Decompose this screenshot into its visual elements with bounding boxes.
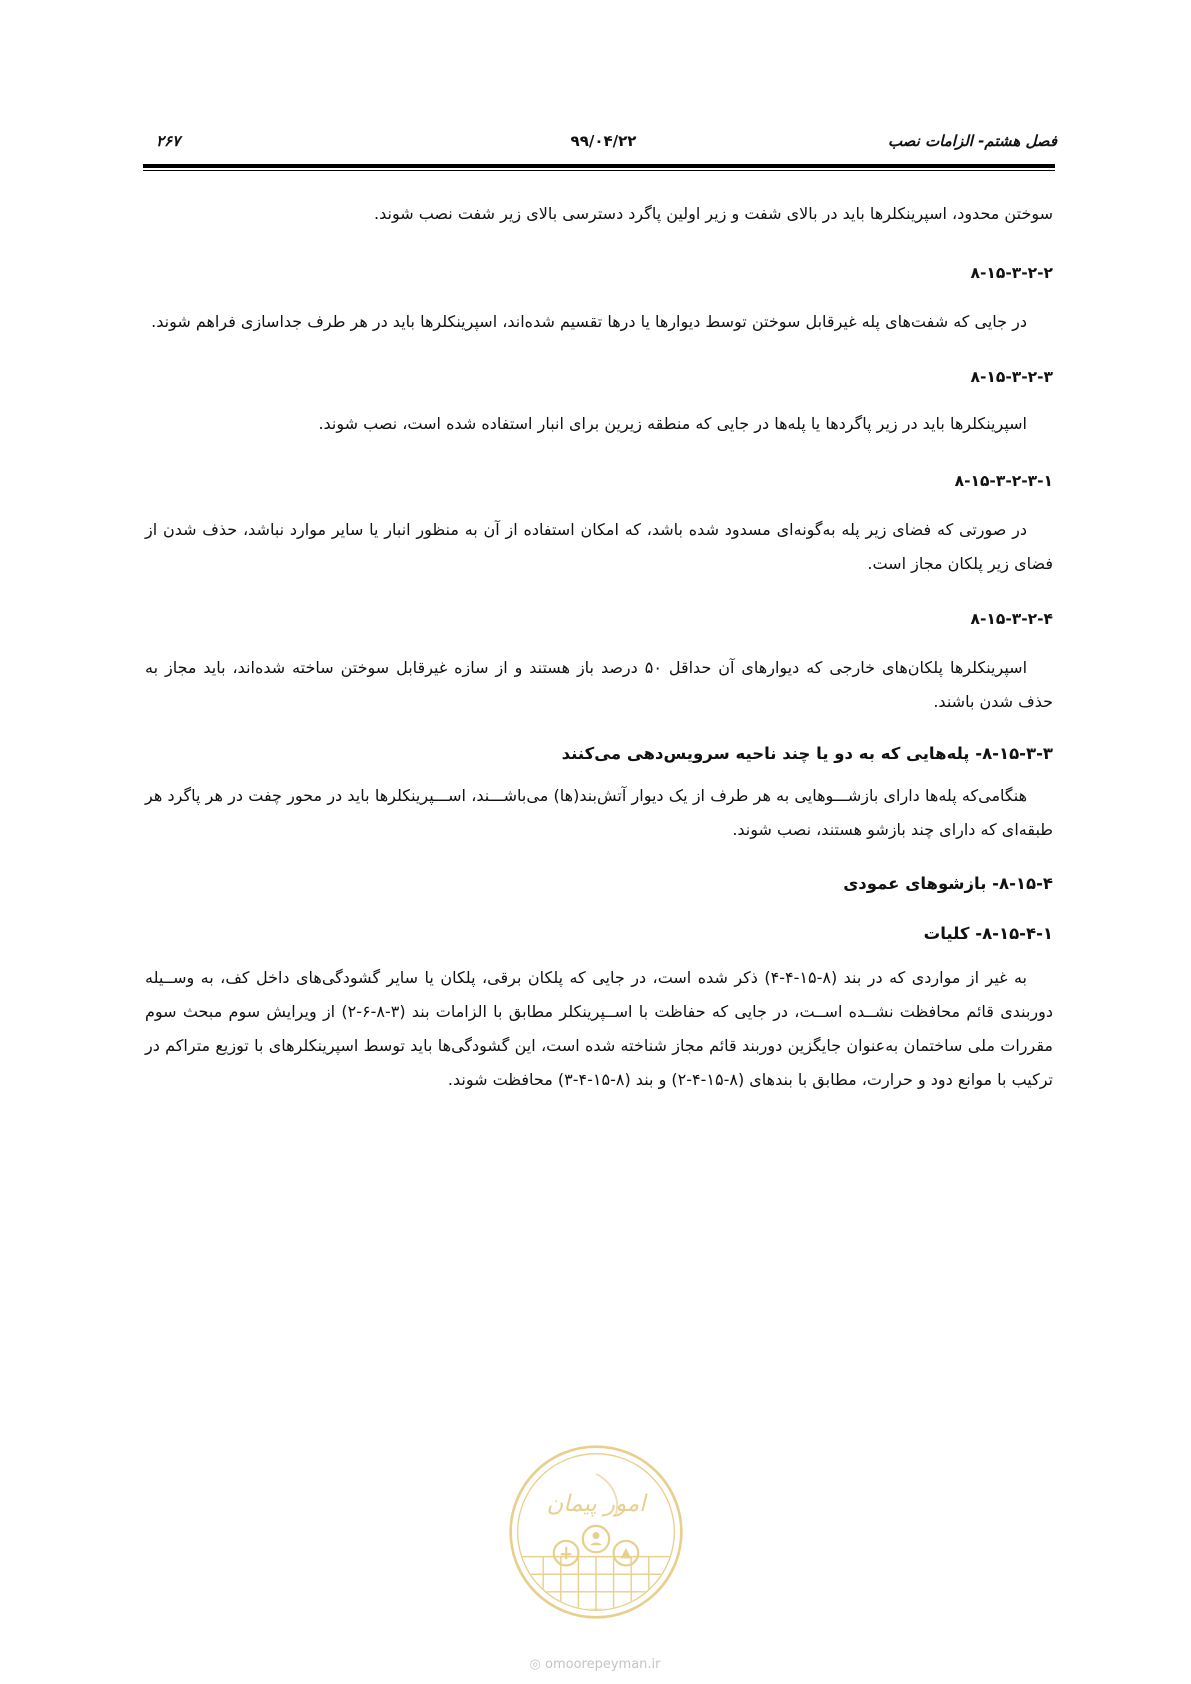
header-rule-thin bbox=[143, 170, 1055, 171]
logo-lettering: امور پیمان bbox=[546, 1490, 646, 1517]
clause-number: ۸-۱۵-۳-۲-۴ bbox=[970, 610, 1053, 628]
paragraph: اسپرینکلرها پلکان‌های خارجی که دیوارهای آن حداقل ۵۰ درصد باز هستند و از سازه غیرقابل سوختن ساخته شده‌اند، باید مجاز به حذف شدن باشند. bbox=[145, 658, 1053, 711]
document-body bbox=[145, 197, 1053, 1097]
paragraph: به غیر از مواردی که در بند (۸-۱۵-۴-۴) ذکر شده است، در جایی که پلکان برقی، پلکان یا سایر گشودگی‌های داخل کف، به وســیله دوربندی قائم محافظت نشــده اســت، در جایی که حفاظت با اســپرینکلر مطابق با الزامات بند (۳-۸-۶-۲) از ویرایش سوم مبحث سوم مقررات ملی ساختمان به‌عنوان جایگزین دوربند قائم مجاز شناخته شده است، این گشودگی‌ها باید توسط اسپرینکلرهای با توزیع متراکم در ترکیب با موانع دود و حرارت، مطابق با بندهای (۸-۱۵-۴-۲) و بند (۸-۱۵-۴-۳) محافظت شوند. bbox=[145, 968, 1053, 1089]
chapter-title: فصل هشتم- الزامات نصب bbox=[887, 132, 1057, 150]
clause-number: ۸-۱۵-۳-۲-۲ bbox=[970, 264, 1053, 282]
paragraph: هنگامی‌که پله‌ها دارای بازشـــوهایی به هر طرف از یک دیوار آتش‌بند(ها) می‌باشـــند، اســـپرینکلرها باید در محور چفت در هر پاگرد هر طبقه‌ای که دارای چند بازشو هستند، نصب شوند. bbox=[145, 786, 1053, 839]
section-heading: ۸-۱۵-۳-۳- پله‌هایی که به دو یا چند ناحیه سرویس‌دهی می‌کنند bbox=[561, 744, 1053, 763]
omoore-peyman-seal-logo-icon bbox=[508, 1444, 684, 1620]
paragraph: در صورتی که فضای زیر پله به‌گونه‌ای مسدود شده باشد، که امکان استفاده از آن به منظور انبار یا سایر موارد نباشد، حذف شدن از فضای زیر پلکان مجاز است. bbox=[145, 520, 1053, 573]
paragraph: اسپرینکلرها باید در زیر پاگردها یا پله‌ها در جایی که منطقه زیرین برای انبار استفاده شده است، نصب شوند. bbox=[318, 414, 1027, 433]
section-heading: ۸-۱۵-۴- بازشوهای عمودی bbox=[843, 874, 1053, 893]
clause-number: ۸-۱۵-۳-۲-۳-۱ bbox=[954, 472, 1053, 490]
header-date: ۹۹/۰۴/۲۲ bbox=[570, 132, 637, 150]
clause-number: ۸-۱۵-۳-۲-۳ bbox=[970, 368, 1053, 386]
website-url: omoorepeyman.ir bbox=[545, 1657, 661, 1672]
section-heading: ۸-۱۵-۴-۱- کلیات bbox=[923, 924, 1053, 943]
paragraph: در جایی که شفت‌های پله غیرقابل سوختن توسط دیوارها یا درها تقسیم شده‌اند، اسپرینکلرها باید در هر طرف جداسازی فراهم شوند. bbox=[151, 312, 1027, 331]
page-header bbox=[150, 126, 1057, 154]
page-number: ۲۶۷ bbox=[156, 132, 181, 150]
paragraph: سوختن محدود، اسپرینکلرها باید در بالای شفت و زیر اولین پاگرد دسترسی بالای زیر شفت نصب شوند. bbox=[374, 204, 1053, 223]
header-rule-thick bbox=[143, 164, 1055, 168]
website-watermark: ◎ omoorepeyman.ir bbox=[529, 1657, 661, 1672]
